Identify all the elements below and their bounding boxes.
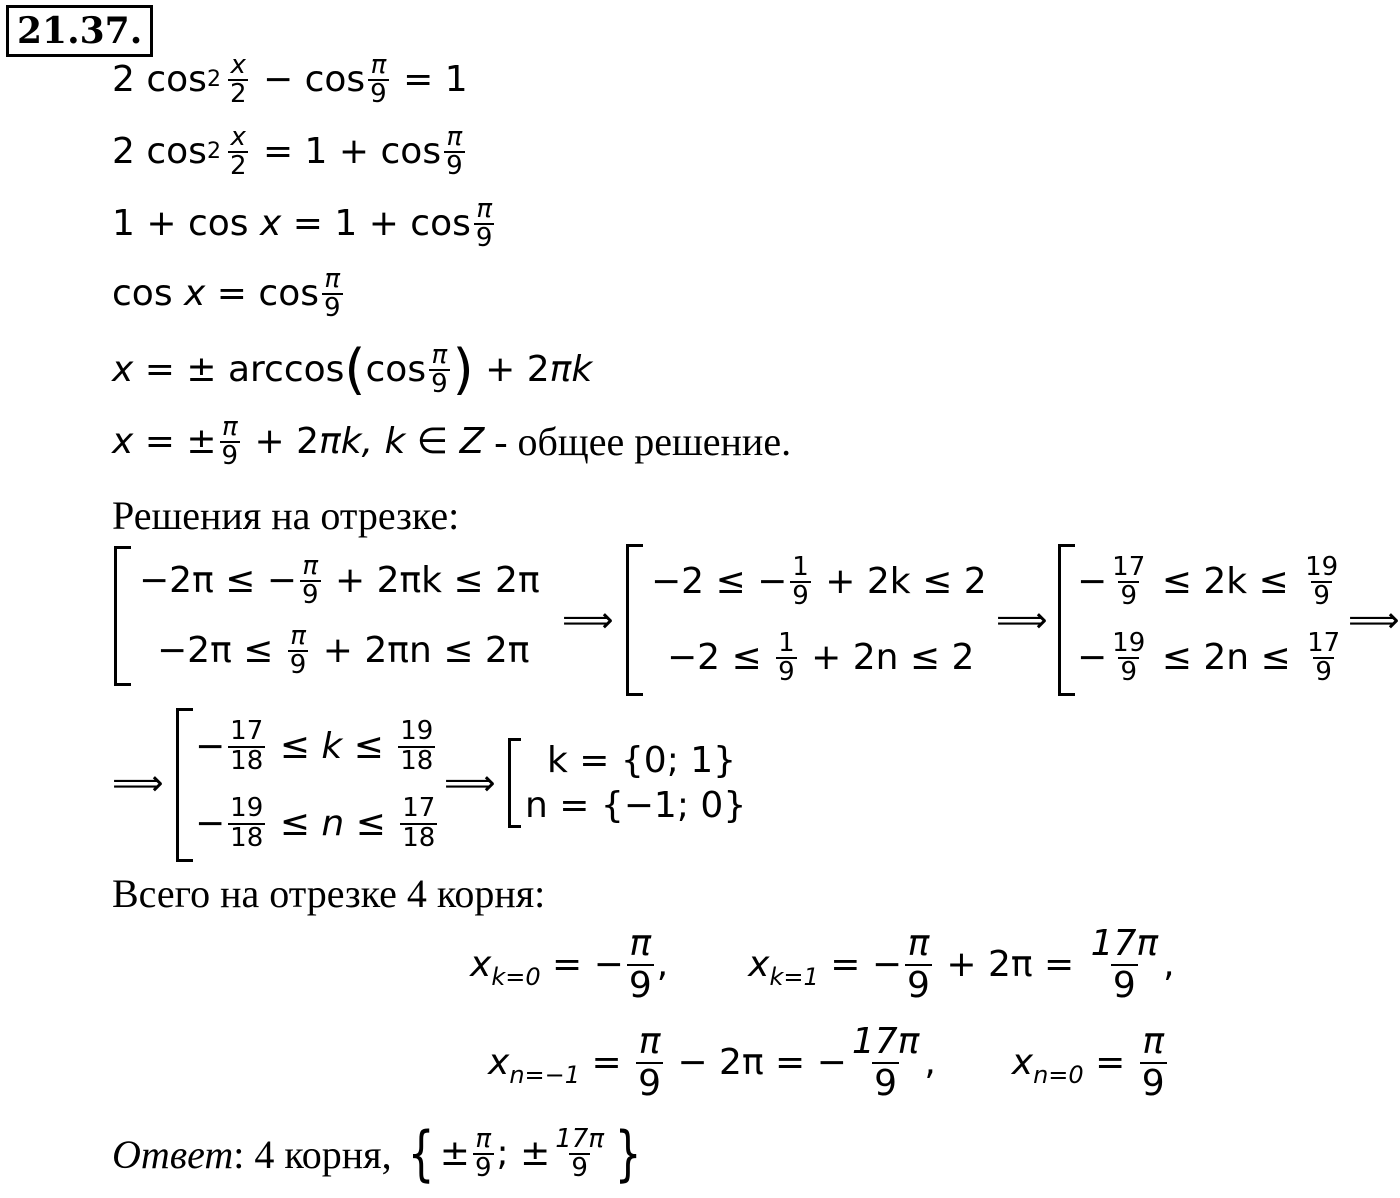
fraction bbox=[850, 1022, 921, 1103]
pi-k: πk, k bbox=[319, 421, 406, 463]
cos: cos bbox=[146, 59, 207, 101]
denominator: 9 bbox=[792, 581, 809, 611]
denominator: 9 bbox=[1112, 964, 1136, 1006]
fraction bbox=[228, 718, 265, 775]
implies-arrow: ⟹ bbox=[562, 600, 614, 641]
answer-colon: : bbox=[233, 1131, 245, 1177]
fraction bbox=[473, 1123, 494, 1183]
mid: ≤ k ≤ bbox=[268, 725, 396, 767]
subscript: k=0 bbox=[491, 962, 541, 991]
var-x: x bbox=[488, 1041, 510, 1083]
numerator: x bbox=[230, 50, 246, 80]
numerator: π bbox=[638, 1021, 661, 1062]
mid: = cos bbox=[205, 273, 319, 315]
numerator: π bbox=[290, 620, 306, 651]
denominator: 18 bbox=[402, 822, 436, 853]
left-paren: ( bbox=[344, 338, 366, 402]
fraction bbox=[905, 924, 932, 1005]
denominator: 9 bbox=[638, 1062, 661, 1104]
denominator: 9 bbox=[571, 1153, 588, 1183]
left: 1 + cos bbox=[112, 203, 260, 245]
numerator: 17 bbox=[1112, 551, 1146, 582]
equals-part: = 1 + bbox=[262, 131, 381, 173]
integers: Z bbox=[459, 421, 485, 463]
fraction bbox=[553, 1123, 606, 1183]
system-row bbox=[1077, 620, 1345, 696]
denominator: 9 bbox=[475, 223, 493, 254]
roots-row-2 bbox=[488, 1022, 1170, 1103]
denominator: 9 bbox=[370, 79, 387, 110]
fraction bbox=[1089, 924, 1160, 1005]
eq: = − bbox=[540, 943, 624, 985]
var-x: x bbox=[112, 421, 134, 463]
fraction bbox=[627, 924, 654, 1005]
denominator: 9 bbox=[1315, 657, 1332, 687]
numerator: 1 bbox=[792, 551, 809, 582]
fraction bbox=[228, 124, 249, 181]
equation-line-2 bbox=[112, 124, 468, 181]
fraction bbox=[776, 627, 797, 687]
denominator: 9 bbox=[323, 293, 341, 324]
equation-line-1 bbox=[112, 52, 468, 109]
numerator: 17 bbox=[1307, 627, 1341, 658]
equation-line-3 bbox=[112, 196, 497, 253]
numerator: π bbox=[302, 550, 319, 581]
minus: − bbox=[1077, 561, 1108, 602]
denominator: 9 bbox=[1120, 657, 1137, 687]
fraction bbox=[288, 620, 309, 680]
var-x: x bbox=[259, 203, 282, 245]
denominator: 9 bbox=[1141, 1062, 1165, 1104]
denominator: 9 bbox=[289, 650, 307, 680]
cos: cos bbox=[365, 349, 427, 391]
numerator: π bbox=[431, 340, 448, 370]
numerator: π bbox=[370, 50, 387, 80]
numerator: 19 bbox=[1112, 627, 1146, 658]
cos: cos bbox=[304, 59, 366, 101]
system-row bbox=[195, 785, 440, 862]
lhs: −2π ≤ bbox=[157, 630, 285, 671]
exponent: 2 bbox=[206, 67, 221, 93]
equation-line-6 bbox=[112, 414, 791, 471]
cos: cos bbox=[146, 131, 207, 173]
rhs: + 2n ≤ 2 bbox=[799, 637, 975, 678]
numerator: 17π bbox=[555, 1123, 604, 1154]
rhs: + 2πn ≤ 2π bbox=[311, 630, 530, 671]
k-values: k = {0; 1} bbox=[547, 740, 737, 781]
left-brace: { bbox=[407, 1119, 435, 1189]
fraction bbox=[398, 718, 435, 775]
fraction bbox=[444, 124, 465, 181]
fraction bbox=[400, 795, 437, 852]
denominator: 9 bbox=[874, 1062, 898, 1104]
eq: = bbox=[580, 1041, 634, 1083]
lhs: −2 ≤ bbox=[667, 637, 774, 678]
pi-k: πk bbox=[549, 349, 593, 391]
denominator: 18 bbox=[400, 745, 434, 776]
right-paren: ) bbox=[452, 338, 474, 402]
comma: , bbox=[924, 1041, 936, 1083]
system-rows bbox=[525, 738, 746, 828]
plus: + 2 bbox=[243, 421, 320, 463]
bracket bbox=[176, 708, 193, 862]
var-x: x bbox=[470, 943, 492, 985]
mid: ≤ 2k ≤ bbox=[1150, 561, 1301, 602]
bracket bbox=[626, 544, 643, 696]
equation-line-5 bbox=[112, 338, 593, 402]
implies-arrow: ⟹ bbox=[444, 763, 496, 804]
system-row bbox=[651, 620, 987, 696]
equation-line-4 bbox=[112, 266, 346, 323]
coef: 2 bbox=[112, 131, 135, 173]
rhs: + 2πk ≤ 2π bbox=[323, 560, 540, 601]
answer-label: Ответ bbox=[112, 1131, 234, 1177]
denominator: 18 bbox=[230, 745, 264, 776]
problem-number: 21.37. bbox=[6, 5, 153, 57]
mid: ≤ 2n ≤ bbox=[1150, 637, 1303, 678]
comma: , bbox=[1163, 943, 1175, 985]
numerator: π bbox=[1142, 1021, 1165, 1062]
numerator: 19 bbox=[400, 716, 434, 747]
numerator: 17π bbox=[851, 1021, 920, 1062]
denominator: 9 bbox=[778, 657, 795, 687]
system-row bbox=[139, 546, 540, 616]
tail: + 2 bbox=[473, 349, 550, 391]
denominator: 9 bbox=[474, 1153, 492, 1183]
roots-row-1 bbox=[470, 924, 1175, 1005]
plus-minus: ± bbox=[439, 1133, 470, 1174]
fraction bbox=[474, 196, 495, 253]
fraction bbox=[228, 52, 249, 109]
implies-arrow: ⟹ bbox=[996, 600, 1048, 641]
numerator: π bbox=[324, 264, 341, 294]
fraction bbox=[636, 1022, 663, 1103]
mid: + 2π = bbox=[934, 943, 1086, 985]
denominator: 9 bbox=[221, 441, 239, 472]
fraction bbox=[1110, 627, 1147, 687]
fraction bbox=[1305, 627, 1342, 687]
fraction bbox=[300, 550, 321, 610]
minus: − bbox=[1077, 637, 1108, 678]
fraction bbox=[1140, 1022, 1167, 1103]
fraction bbox=[220, 414, 241, 471]
minus: − bbox=[195, 802, 226, 844]
minus: − bbox=[195, 725, 226, 767]
numerator: 19 bbox=[230, 793, 264, 824]
var-x: x bbox=[184, 273, 206, 315]
fraction bbox=[1303, 551, 1340, 611]
denominator: 9 bbox=[628, 964, 652, 1006]
var-x: x bbox=[1011, 1041, 1034, 1083]
fraction bbox=[790, 551, 811, 611]
element-of: ∈ bbox=[405, 421, 460, 463]
numerator: 1 bbox=[778, 627, 795, 658]
system-5 bbox=[508, 738, 746, 828]
denominator: 18 bbox=[230, 822, 264, 853]
numerator: 19 bbox=[1305, 551, 1339, 582]
mid: − 2π = − bbox=[665, 1041, 847, 1083]
system-row bbox=[195, 708, 440, 785]
left: cos bbox=[112, 273, 185, 315]
solutions-label: Решения на отрезке: bbox=[112, 493, 460, 538]
denominator: 2 bbox=[229, 151, 247, 182]
comma: , bbox=[656, 943, 669, 985]
pm: = ± bbox=[133, 421, 217, 463]
system-3 bbox=[1058, 544, 1345, 696]
system-rows bbox=[1077, 544, 1345, 696]
numerator: x bbox=[230, 122, 246, 152]
denominator: 9 bbox=[1313, 581, 1330, 611]
system-rows bbox=[195, 708, 440, 862]
system-row bbox=[139, 616, 540, 686]
numerator: 17π bbox=[1090, 923, 1159, 964]
fraction bbox=[368, 52, 389, 109]
system-row bbox=[651, 544, 987, 620]
subscript: n=0 bbox=[1033, 1060, 1084, 1089]
equals: = bbox=[403, 59, 434, 101]
implies-arrow: ⟹ bbox=[1348, 600, 1400, 641]
denominator: 9 bbox=[1120, 581, 1137, 611]
bracket bbox=[1058, 544, 1075, 696]
fraction bbox=[429, 342, 450, 399]
var-x: x bbox=[112, 349, 134, 391]
denominator: 2 bbox=[229, 79, 247, 110]
fraction bbox=[228, 795, 265, 852]
numerator: π bbox=[476, 194, 492, 224]
eq: = − bbox=[818, 943, 902, 985]
system-row bbox=[1077, 544, 1345, 620]
rhs: + 2k ≤ 2 bbox=[813, 561, 987, 602]
right-brace: } bbox=[614, 1119, 642, 1189]
total-roots-label: Всего на отрезке 4 корня: bbox=[112, 871, 546, 916]
system-1 bbox=[114, 546, 540, 686]
coef: 2 bbox=[112, 59, 135, 101]
minus: − bbox=[262, 59, 294, 101]
cos: cos bbox=[380, 131, 442, 173]
bracket bbox=[508, 738, 521, 828]
subscript: k=1 bbox=[769, 962, 819, 991]
system-rows bbox=[651, 544, 987, 696]
eq: = bbox=[1083, 1041, 1137, 1083]
fraction bbox=[322, 266, 343, 323]
general-solution-text: - общее решение. bbox=[484, 419, 792, 465]
denominator: 9 bbox=[446, 151, 463, 182]
var-x: x bbox=[748, 943, 770, 985]
mid: = ± arccos bbox=[133, 349, 345, 391]
lhs: −2 ≤ − bbox=[651, 561, 788, 602]
denominator: 9 bbox=[431, 369, 448, 400]
numerator: π bbox=[907, 923, 930, 964]
system-rows bbox=[139, 546, 540, 686]
answer-line bbox=[112, 1119, 647, 1189]
n-values: n = {−1; 0} bbox=[525, 785, 747, 826]
separator: ; ± bbox=[496, 1133, 551, 1174]
numerator: 17 bbox=[402, 793, 436, 824]
answer-text: 4 корня, bbox=[244, 1131, 402, 1177]
subscript: n=−1 bbox=[509, 1060, 581, 1089]
denominator: 9 bbox=[906, 964, 930, 1006]
system-4 bbox=[176, 708, 440, 862]
numerator: 17 bbox=[230, 716, 264, 747]
lhs: −2π ≤ − bbox=[139, 560, 297, 601]
numerator: π bbox=[629, 923, 652, 964]
numerator: π bbox=[221, 412, 238, 442]
system-2 bbox=[626, 544, 987, 696]
numerator: π bbox=[475, 1123, 492, 1154]
denominator: 9 bbox=[301, 580, 319, 610]
mid: = 1 + cos bbox=[281, 203, 471, 245]
mid: ≤ n ≤ bbox=[268, 802, 398, 844]
numerator: π bbox=[446, 122, 463, 152]
value: 1 bbox=[444, 59, 468, 101]
fraction bbox=[1110, 551, 1147, 611]
implies-arrow: ⟹ bbox=[112, 763, 164, 804]
exponent: 2 bbox=[206, 139, 221, 165]
bracket bbox=[114, 546, 131, 686]
